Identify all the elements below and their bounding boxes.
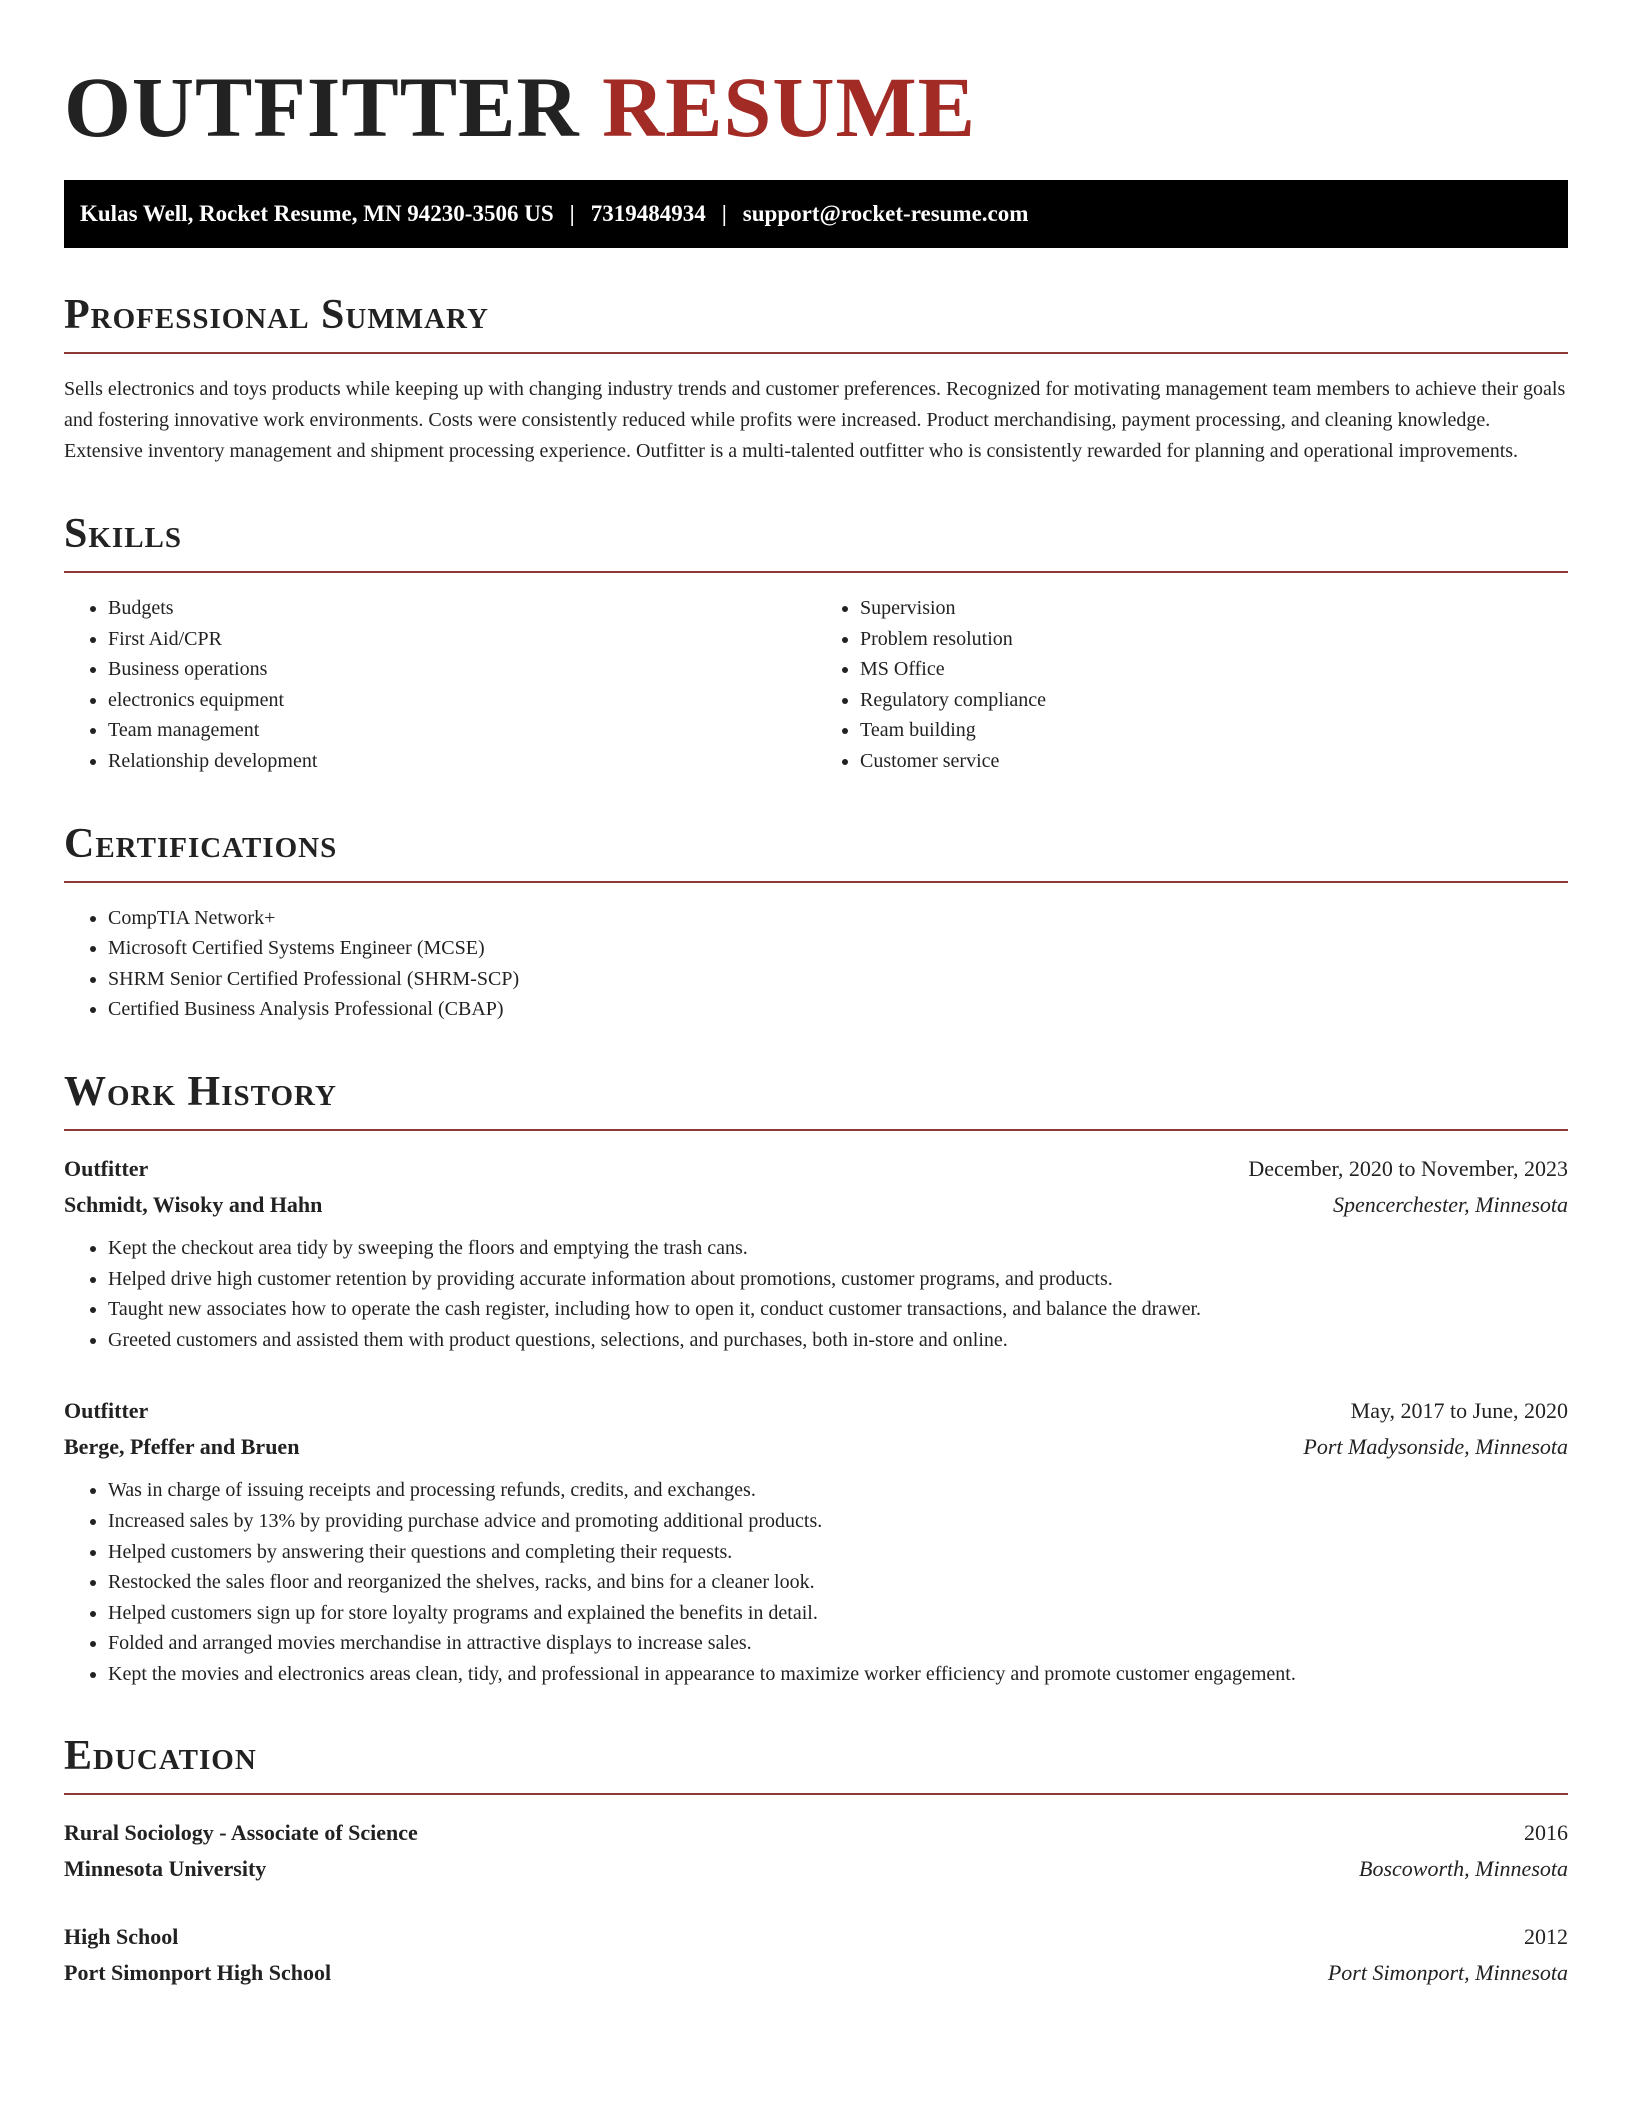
job-duty: • Kept the checkout area tidy by sweeping the floors and emptying the trash cans.	[108, 1233, 1568, 1264]
job-duties	[64, 1233, 1568, 1355]
education-entry	[64, 1919, 1568, 1991]
job-location: Spencerchester, Minnesota	[1332, 1191, 1568, 1217]
skill-item: • Supervision	[860, 593, 1568, 624]
skill-item: • Business operations	[108, 654, 816, 685]
contact-email: support@rocket-resume.com	[742, 201, 1029, 226]
contact-separator: |	[721, 201, 727, 226]
certification-item: • Microsoft Certified Systems Engineer (MCSE)	[108, 933, 1568, 964]
skills-section	[64, 513, 1568, 777]
job-duty: • Helped customers sign up for store loyalty programs and explained the benefits in detail.	[108, 1598, 1568, 1629]
work-history-heading: Work History	[64, 1071, 1568, 1131]
job-entry	[64, 1151, 1568, 1355]
education-year: 2016	[1524, 1820, 1568, 1846]
education-school: Minnesota University	[64, 1856, 267, 1882]
certification-item: • Certified Business Analysis Professional (CBAP)	[108, 994, 1568, 1025]
job-location: Port Madysonside, Minnesota	[1303, 1434, 1568, 1460]
education-degree: High School	[64, 1924, 179, 1950]
job-title: Outfitter	[64, 1155, 149, 1181]
job-dates: May, 2017 to June, 2020	[1350, 1398, 1568, 1424]
work-history-section	[64, 1068, 1568, 1690]
education-degree: Rural Sociology - Associate of Science	[64, 1820, 418, 1846]
title-main: OUTFITTER	[64, 59, 580, 155]
resume-title	[64, 59, 1568, 155]
skill-item: • First Aid/CPR	[108, 624, 816, 655]
education-location: Boscoworth, Minnesota	[1359, 1856, 1568, 1882]
skills-list-right	[816, 593, 1568, 777]
skill-item: • Team building	[860, 715, 1568, 746]
skill-item: • Customer service	[860, 746, 1568, 777]
summary-section	[64, 294, 1568, 467]
job-duty: • Greeted customers and assisted them with product questions, selections, and purchases, both in-store and online.	[108, 1325, 1568, 1356]
job-dates: December, 2020 to November, 2023	[1248, 1155, 1568, 1181]
summary-text: Sells electronics and toys products while keeping up with changing industry trends and customer preferences. Recognized for motivating management team members to achieve their goals and fostering innovative work environments. Costs were consistently reduced while profits were increased. Product merchandising, payment processing, and cleaning knowledge. Extensive inventory management and shipment processing experience. Outfitter is a multi-talented outfitter who is consistently rewarded for planning and operational improvements.	[64, 378, 1566, 462]
education-heading: Education	[64, 1735, 1568, 1795]
job-duty: • Was in charge of issuing receipts and processing refunds, credits, and exchanges.	[108, 1475, 1568, 1506]
skill-item: • MS Office	[860, 654, 1568, 685]
job-entry	[64, 1393, 1568, 1689]
contact-bar	[64, 180, 1568, 248]
certifications-section	[64, 820, 1568, 1025]
job-duty: • Helped customers by answering their questions and completing their requests.	[108, 1537, 1568, 1568]
job-duty: • Folded and arranged movies merchandise in attractive displays to increase sales.	[108, 1628, 1568, 1659]
skill-item: • Relationship development	[108, 746, 816, 777]
skill-item: • Budgets	[108, 593, 816, 624]
skill-item: • Problem resolution	[860, 624, 1568, 655]
skill-item: • electronics equipment	[108, 685, 816, 716]
certifications-heading: Certifications	[64, 823, 1568, 883]
education-school: Port Simonport High School	[64, 1960, 332, 1986]
contact-separator: |	[569, 201, 575, 226]
education-section	[64, 1735, 1568, 1991]
contact-address: Kulas Well, Rocket Resume, MN 94230-3506 US	[80, 201, 554, 226]
certification-item: • SHRM Senior Certified Professional (SHRM-SCP)	[108, 964, 1568, 995]
contact-phone: 7319484934	[590, 201, 706, 226]
job-duty: • Kept the movies and electronics areas clean, tidy, and professional in appearance to maximize worker efficiency and promote customer engagement.	[108, 1659, 1568, 1690]
job-duty: • Restocked the sales floor and reorganized the shelves, racks, and bins for a cleaner look.	[108, 1567, 1568, 1598]
skills-heading: Skills	[64, 513, 1568, 573]
job-duty: • Taught new associates how to operate the cash register, including how to open it, conduct customer transactions, and balance the drawer.	[108, 1294, 1568, 1325]
skills-list-left	[64, 593, 816, 777]
certifications-list	[64, 903, 1568, 1025]
certification-item: • CompTIA Network+	[108, 903, 1568, 934]
education-year: 2012	[1524, 1924, 1568, 1950]
title-accent: RESUME	[602, 59, 976, 155]
job-duty: • Helped drive high customer retention by providing accurate information about promotions, customer programs, and products.	[108, 1264, 1568, 1295]
job-title: Outfitter	[64, 1398, 149, 1424]
skill-item: • Team management	[108, 715, 816, 746]
job-duties	[64, 1475, 1568, 1689]
skill-item: • Regulatory compliance	[860, 685, 1568, 716]
summary-heading: Professional Summary	[64, 294, 1568, 354]
job-duty: • Increased sales by 13% by providing purchase advice and promoting additional products.	[108, 1506, 1568, 1537]
education-entry	[64, 1815, 1568, 1887]
job-company: Berge, Pfeffer and Bruen	[64, 1434, 300, 1460]
job-company: Schmidt, Wisoky and Hahn	[64, 1191, 323, 1217]
education-location: Port Simonport, Minnesota	[1327, 1960, 1568, 1986]
